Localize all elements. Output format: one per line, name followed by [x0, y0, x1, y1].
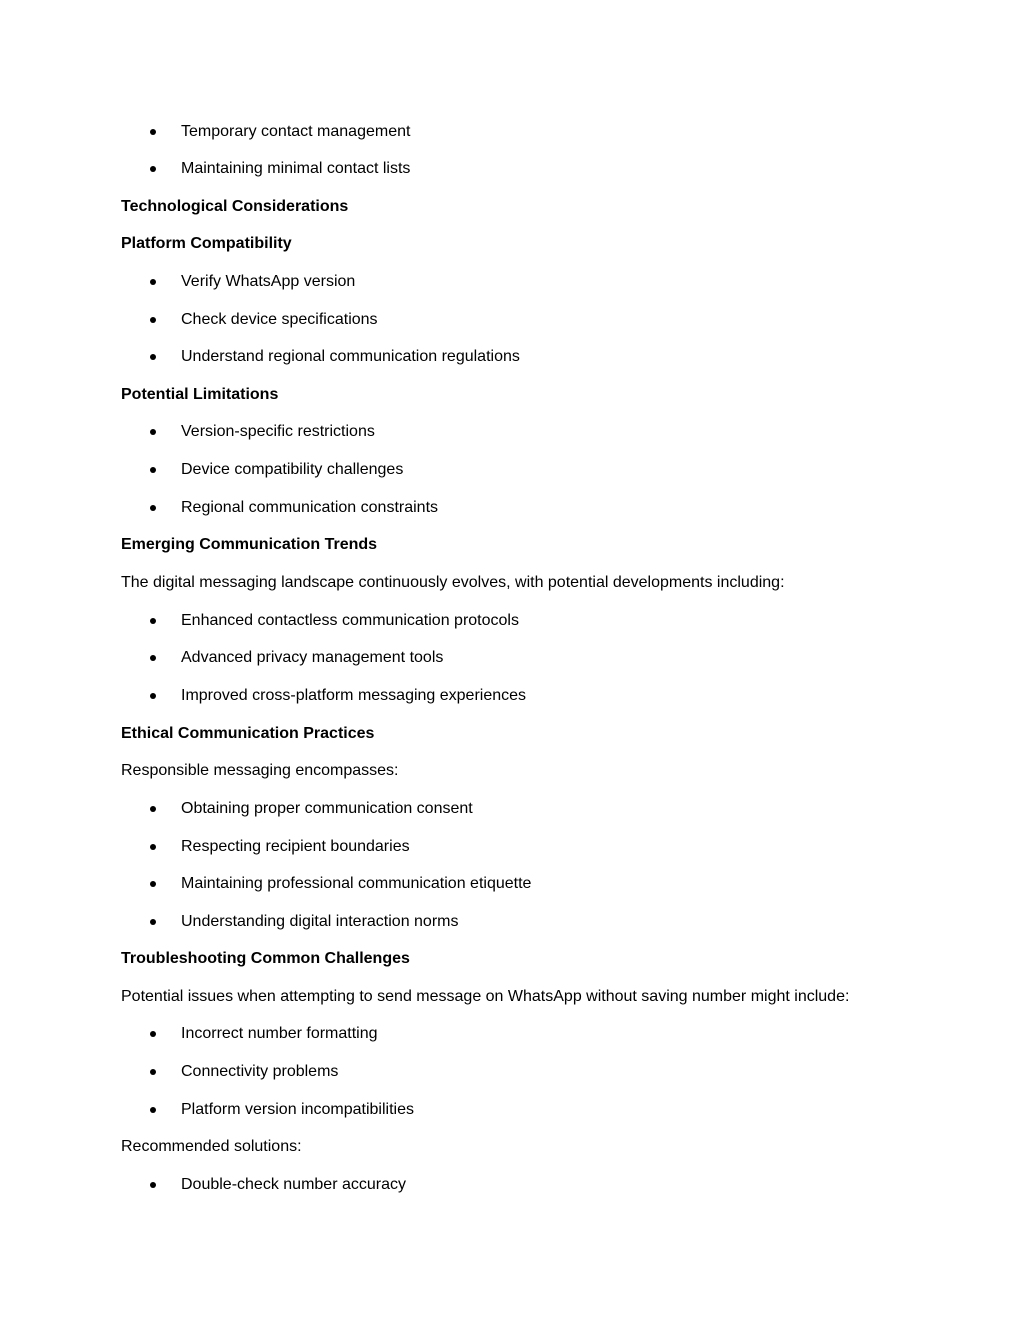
bullet-icon	[150, 354, 156, 360]
bullet-icon	[150, 317, 156, 323]
list-item-text: Device compatibility challenges	[181, 461, 404, 478]
bullet-icon	[150, 1069, 156, 1075]
list-item-text: Improved cross-platform messaging experiences	[181, 687, 527, 704]
section-heading-ethical-practices: Ethical Communication Practices	[121, 725, 375, 742]
list-item-text: Verify WhatsApp version	[181, 273, 356, 290]
bullet-icon	[150, 693, 156, 699]
list-item-text: Incorrect number formatting	[181, 1025, 378, 1042]
bullet-icon	[150, 618, 156, 624]
bullet-icon	[150, 806, 156, 812]
bullet-icon	[150, 505, 156, 511]
list-item-text: Regional communication constraints	[181, 499, 439, 516]
bullet-icon	[150, 655, 156, 661]
list-item-text: Enhanced contactless communication protocols	[181, 612, 519, 629]
bullet-icon	[150, 279, 156, 285]
bullet-icon	[150, 467, 156, 473]
bullet-icon	[150, 129, 156, 135]
list-item-text: Double-check number accuracy	[181, 1176, 406, 1193]
list-item-text: Understand regional communication regulations	[181, 348, 520, 365]
list-item-text: Connectivity problems	[181, 1063, 339, 1080]
bullet-icon	[150, 844, 156, 850]
section-heading-technological-considerations: Technological Considerations	[121, 198, 349, 215]
list-item-text: Check device specifications	[181, 311, 378, 328]
bullet-icon	[150, 166, 156, 172]
list-item-text: Platform version incompatibilities	[181, 1101, 414, 1118]
section-heading-emerging-trends: Emerging Communication Trends	[121, 536, 378, 553]
list-item-text: Temporary contact management	[181, 123, 411, 140]
bullet-icon	[150, 429, 156, 435]
bullet-icon	[150, 1182, 156, 1188]
section-heading-troubleshooting: Troubleshooting Common Challenges	[121, 950, 410, 967]
paragraph: The digital messaging landscape continuously evolves, with potential developments including:	[121, 574, 785, 591]
list-item-text: Version-specific restrictions	[181, 423, 375, 440]
bullet-icon	[150, 881, 156, 887]
list-item-text: Respecting recipient boundaries	[181, 838, 410, 855]
bullet-icon	[150, 1031, 156, 1037]
bullet-icon	[150, 1107, 156, 1113]
list-item-text: Maintaining minimal contact lists	[181, 160, 411, 177]
section-heading-potential-limitations: Potential Limitations	[121, 386, 279, 403]
list-item-text: Maintaining professional communication etiquette	[181, 875, 532, 892]
section-heading-platform-compatibility: Platform Compatibility	[121, 235, 292, 252]
paragraph: Responsible messaging encompasses:	[121, 762, 399, 779]
paragraph: Recommended solutions:	[121, 1138, 302, 1155]
list-item-text: Advanced privacy management tools	[181, 649, 444, 666]
list-item-text: Obtaining proper communication consent	[181, 800, 473, 817]
bullet-icon	[150, 919, 156, 925]
paragraph: Potential issues when attempting to send message on WhatsApp without saving number might include:	[121, 988, 850, 1005]
list-item-text: Understanding digital interaction norms	[181, 913, 459, 930]
